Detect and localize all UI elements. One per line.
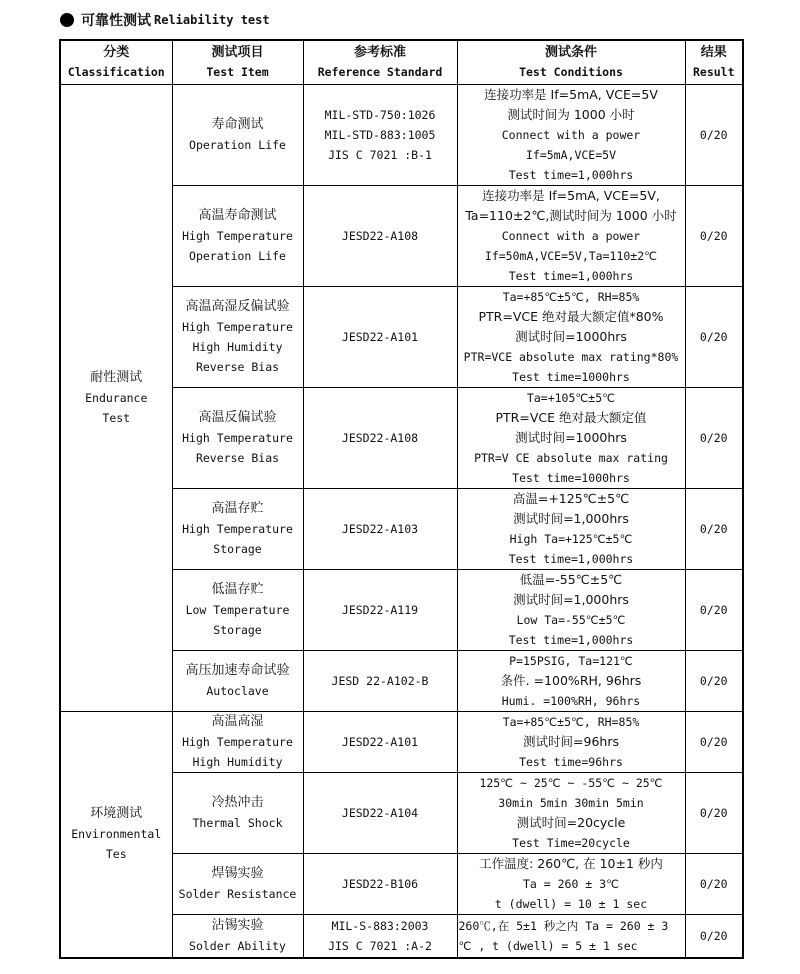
category-endurance: 耐性测试 Endurance Test [60,84,172,711]
title-zh: 可靠性测试 [81,13,151,29]
test-item-cell: 焊锡实验 Solder Resistance [172,853,303,914]
reference-cell: JESD22-A103 [303,488,457,569]
reference-cell: JESD 22-A102-B [303,650,457,711]
header-row [60,40,743,84]
conditions-cell: P=15PSIG, Ta=121℃ 条件. =100%RH, 96hrs Humi. =100%RH, 96hrs [457,650,685,711]
test-item-cell: 高温寿命测试 High Temperature Operation Life [172,185,303,286]
header-test-item: 测试项目 Test Item [172,40,303,84]
section-title [60,10,270,30]
title-en: Reliability test [154,13,270,27]
result-cell: 0/20 [685,772,743,853]
test-item-cell: 低温存贮 Low Temperature Storage [172,569,303,650]
conditions-cell: 低温=-55℃±5℃ 测试时间=1,000hrs Low Ta=-55℃±5℃ Test time=1,000hrs [457,569,685,650]
test-item-cell: 高温高湿反偏试验 High Temperature High Humidity Reverse Bias [172,286,303,387]
result-cell: 0/20 [685,84,743,185]
reference-cell: MIL-STD-750:1026 MIL-STD-883:1005 JIS C 7021 :B-1 [303,84,457,185]
result-cell: 0/20 [685,650,743,711]
reference-cell: JESD22-A101 [303,286,457,387]
test-item-cell: 高温存贮 High Temperature Storage [172,488,303,569]
test-item-cell: 寿命测试 Operation Life [172,84,303,185]
conditions-cell: Ta=+85℃±5℃, RH=85% PTR=VCE 绝对最大额定值*80% 测试时间=1000hrs PTR=VCE absolute max rating*80% Test time=1000hrs [457,286,685,387]
table-row [60,84,743,185]
header-test-conditions: 测试条件 Test Conditions [457,40,685,84]
result-cell: 0/20 [685,569,743,650]
result-cell: 0/20 [685,711,743,772]
reference-cell: JESD22-A104 [303,772,457,853]
reference-cell: MIL-S-883:2003 JIS C 7021 :A-2 [303,914,457,958]
test-item-cell: 高温高湿 High Temperature High Humidity [172,711,303,772]
reference-cell: JESD22-A108 [303,387,457,488]
result-cell: 0/20 [685,914,743,958]
test-item-cell: 高温反偏试验 High Temperature Reverse Bias [172,387,303,488]
header-result: 结果 Result [685,40,743,84]
conditions-cell: 连接功率是 If=5mA, VCE=5V, Ta=110±2℃,测试时间为 1000 小时 Connect with a power If=50mA,VCE=5V,Ta=110±2℃ Test time=1,000hrs [457,185,685,286]
reference-cell: JESD22-A101 [303,711,457,772]
reference-cell: JESD22-B106 [303,853,457,914]
reliability-table [59,39,744,959]
category-environmental: 环境测试 Environmental Tes [60,711,172,958]
test-item-cell: 高压加速寿命试验 Autoclave [172,650,303,711]
conditions-cell: 125℃ ~ 25℃ ~ -55℃ ~ 25℃ 30min 5min 30min 5min 测试时间=20cycle Test Time=20cycle [457,772,685,853]
reference-cell: JESD22-A119 [303,569,457,650]
test-item-cell: 冷热冲击 Thermal Shock [172,772,303,853]
reference-cell: JESD22-A108 [303,185,457,286]
conditions-cell: Ta=+85℃±5℃, RH=85% 测试时间=96hrs Test time=96hrs [457,711,685,772]
conditions-cell: 连接功率是 If=5mA, VCE=5V 测试时间为 1000 小时 Connect with a power If=5mA,VCE=5V Test time=1,000hrs [457,84,685,185]
test-item-cell: 沾锡实验 Solder Ability [172,914,303,958]
conditions-cell: Ta=+105℃±5℃ PTR=VCE 绝对最大额定值 测试时间=1000hrs PTR=V CE absolute max rating Test time=1000hrs [457,387,685,488]
conditions-cell: 260℃,在 5±1 秒之内 Ta = 260 ± 3 ℃ , t (dwell) = 5 ± 1 sec [457,914,685,958]
conditions-cell: 高温=+125℃±5℃ 测试时间=1,000hrs High Ta=+125℃±5℃ Test time=1,000hrs [457,488,685,569]
result-cell: 0/20 [685,286,743,387]
header-classification: 分类 Classification [60,40,172,84]
result-cell: 0/20 [685,853,743,914]
header-reference-standard: 参考标准 Reference Standard [303,40,457,84]
result-cell: 0/20 [685,488,743,569]
table-row [60,711,743,772]
conditions-cell: 工作温度: 260℃, 在 10±1 秒内 Ta = 260 ± 3℃ t (dwell) = 10 ± 1 sec [457,853,685,914]
result-cell: 0/20 [685,387,743,488]
bullet-icon [60,13,74,27]
result-cell: 0/20 [685,185,743,286]
